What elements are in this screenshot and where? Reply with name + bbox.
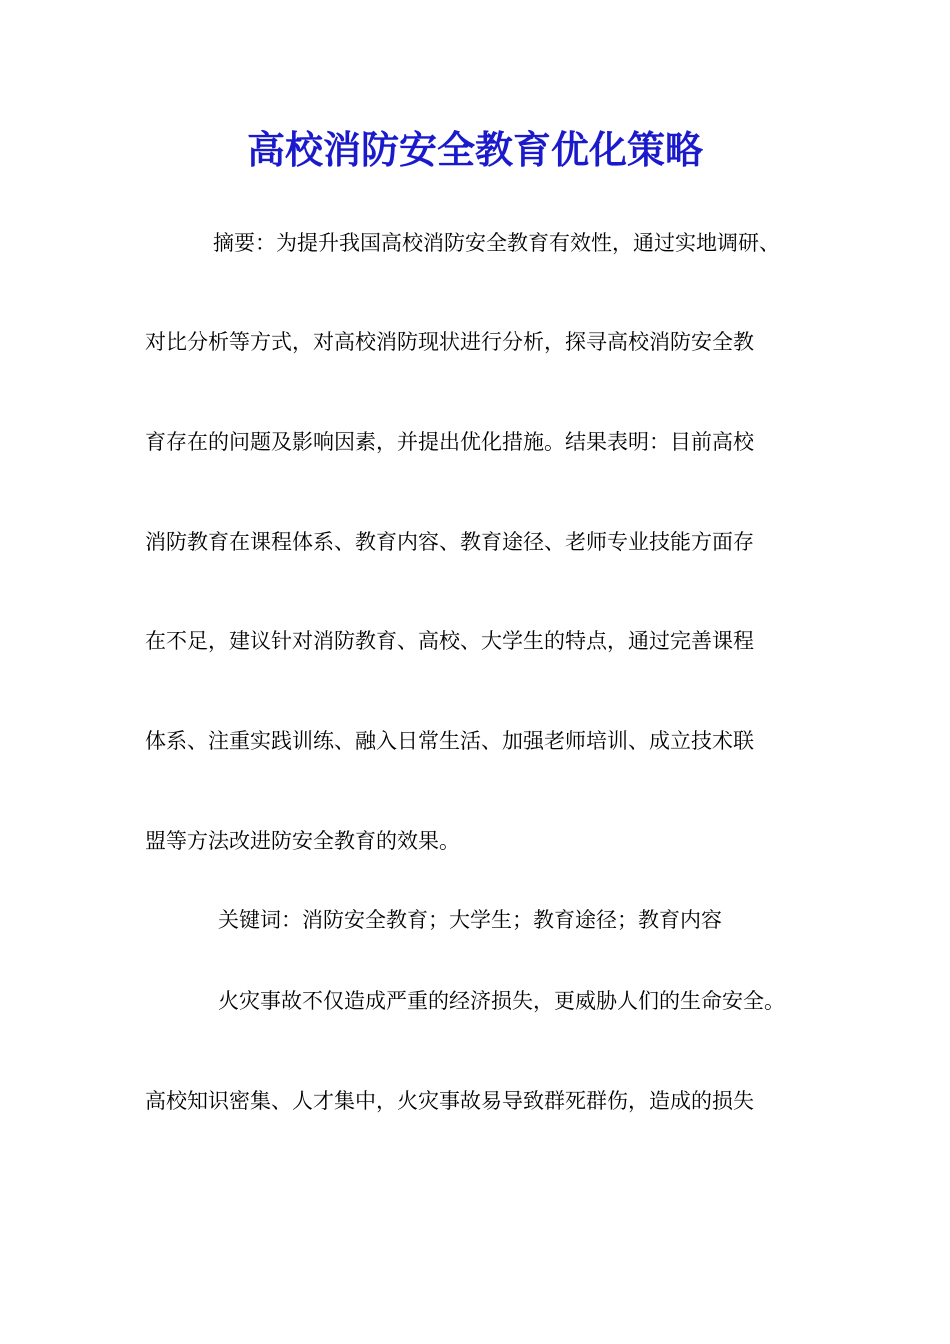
abstract-line-6: 体系、注重实践训练、融入日常生活、加强老师培训、成立技术联 (145, 729, 754, 753)
body-line-1: 火灾事故不仅造成严重的经济损失，更威胁人们的生命安全。 (218, 989, 785, 1013)
document-title: 高校消防安全教育优化策略 (246, 127, 703, 172)
body-line-2: 高校知识密集、人才集中，火灾事故易导致群死群伤，造成的损失 (145, 1089, 754, 1113)
abstract-line-1: 摘要：为提升我国高校消防安全教育有效性，通过实地调研、 (213, 231, 780, 255)
abstract-line-5: 在不足，建议针对消防教育、高校、大学生的特点，通过完善课程 (145, 629, 754, 653)
keywords-line: 关键词：消防安全教育；大学生；教育途径；教育内容 (218, 908, 722, 932)
abstract-line-7: 盟等方法改进防安全教育的效果。 (145, 829, 460, 853)
abstract-line-2: 对比分析等方式，对高校消防现状进行分析，探寻高校消防安全教 (145, 330, 754, 354)
abstract-line-4: 消防教育在课程体系、教育内容、教育途径、老师专业技能方面存 (145, 530, 754, 554)
abstract-line-3: 育存在的问题及影响因素，并提出优化措施。结果表明：目前高校 (145, 430, 754, 454)
